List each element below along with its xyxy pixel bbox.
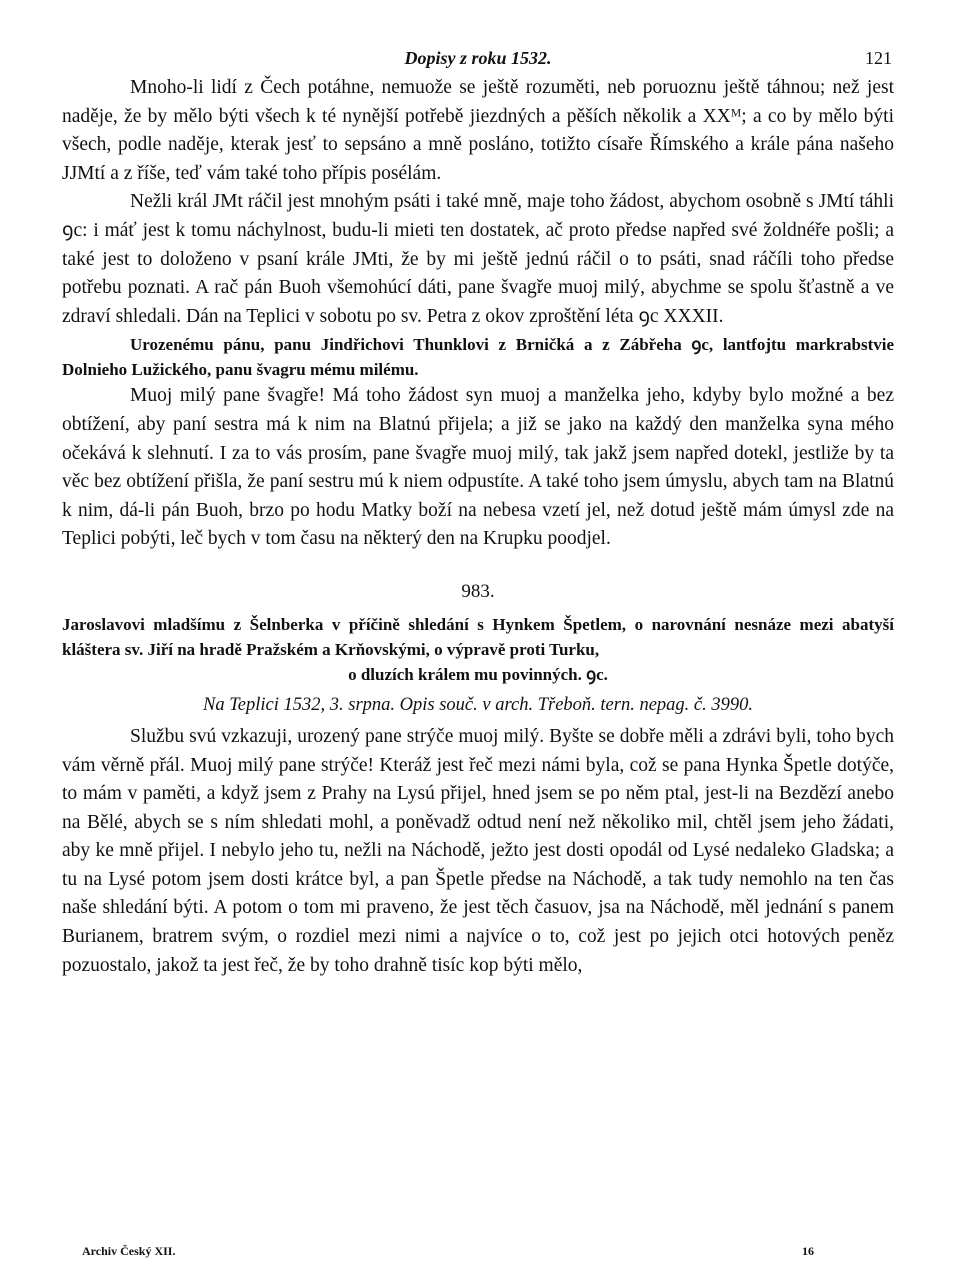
page-footer [82, 1244, 814, 1259]
footer-signature: 16 [802, 1244, 814, 1258]
paragraph-1: Mnoho-li lidí z Čech potáhne, nemuože se ještě rozuměti, neb poruoznu ještě táhnou; než jest naděje, že by mělo býti všech k té nynější potřebě jiezdných a pěších několik a XXᴹ; a co by mělo býti všech, podle naděje, kterak jesť to sepsáno a mně posláno, totižto císaře Římského a krále pána našeho JJMtí a z říše, teď vám také toho přípis posélám. [62, 77, 894, 184]
running-title: Dopisy z roku 1532. [404, 48, 552, 68]
entry-summary-last: o dluzích králem mu povinných. ꝯc. [348, 664, 608, 684]
entry-summary [62, 612, 894, 687]
running-header [62, 42, 894, 74]
letter-address: Urozenému pánu, panu Jindřichovi Thunklovi z Brničká a z Zábřeha ꝯc, lantfojtu markrabstvie Dolnieho Lužického, panu švagru mému milému. [62, 335, 894, 380]
document-page [62, 42, 894, 1272]
page-number: 121 [865, 48, 892, 68]
paragraph-2: Nežli král JMt ráčil jest mnohým psáti i také mně, maje toho žádost, abychom osobně s JMtí táhli ꝯc: i máť jest k tomu náchylnost, budu-li mieti ten dostatek, ač proto předse napřed své žoldnéře pošli; a také jest to doloženo v psaní krále JMti, že by mi ještě jednú ráčil o to psáti, snad ráčíli toho předse potřebu poznati. A rač pán Buoh všemohúcí dáti, pane švagře muoj milý, abychme se spolu šťastně a ve zdraví shledali. Dán na Teplici v sobotu po sv. Petra z okov zproštění léta ꝯc XXXII. [62, 191, 894, 327]
entry-number: 983. [461, 580, 495, 602]
entry-body: Službu svú vzkazuji, urozený pane strýče muoj milý. Byšte se dobře měli a zdrávi byli, toho bych vám věrně přál. Muoj milý pane strýče! Kteráž jest řeč mezi námi byla, což se pana Hynka Špetle dotýče, to mám v paměti, a když jsem z Prahy na Lysú přijel, hned jsem se po něm ptal, jest-li na Bezdězí anebo na Bělé, abych se s ním shledati mohl, a poněvadž odtud není než několiko mil, chtěl jsem jeho žádati, aby ke mně přijel. I nebylo jeho tu, nežli na Náchodě, ježto jest dosti opodál od Lysé nedaleko Gladska; a tu na Lysé potom jsem dosti krátce byl, a pan Špetle předse na Náchodě, a tak tudy nemohlo na ten čas naše shledání býti. A potom o tom mi praveno, že jest těch časuov, jsa na Náchodě, měl jednání s panem Burianem, bratrem svým, o rozdiel mezi nimi a najvíce o to, což jest po jejich otci hotových peněz pozuostalo, jakož ta jest řeč, že by toho drahně tisíc kop býti mělo, [62, 725, 894, 976]
footer-series: Archiv Český XII. [82, 1244, 176, 1258]
entry-summary-main: Jaroslavovi mladšímu z Šelnberka v příčině shledání s Hynkem Špetlem, o narovnání nesnáze mezi abatyší kláštera sv. Jiří na hradě Pražském a Krňovskými, o výpravě proti Turku, [62, 614, 894, 659]
letter-postscript: Muoj milý pane švagře! Má toho žádost syn muoj a manželka jeho, kdyby bylo možné a bez obtížení, aby paní sestra má k nim na Blatnú přijela; a již se jako na každý den manželka syna mého očekává k slehnutí. I za to vás prosím, pane švagře muoj milý, tak jakž jsem napřed dotekl, jestliže by ta věc bez obtížení přišla, že paní sestru mú k niem odpustíte. A také toho jsem úmyslu, abych tam na Blatnú k nim, dá-li pán Buoh, brzo po hodu Matky boží na nebesa vzetí jel, než dotud ještě mám úmysl zde na Teplici pobýti, leč bych v tom času na některý den na Krupku poodjel. [62, 385, 894, 550]
entry-source: Na Teplici 1532, 3. srpna. Opis souč. v arch. Třeboň. tern. nepag. č. 3990. [202, 694, 753, 715]
